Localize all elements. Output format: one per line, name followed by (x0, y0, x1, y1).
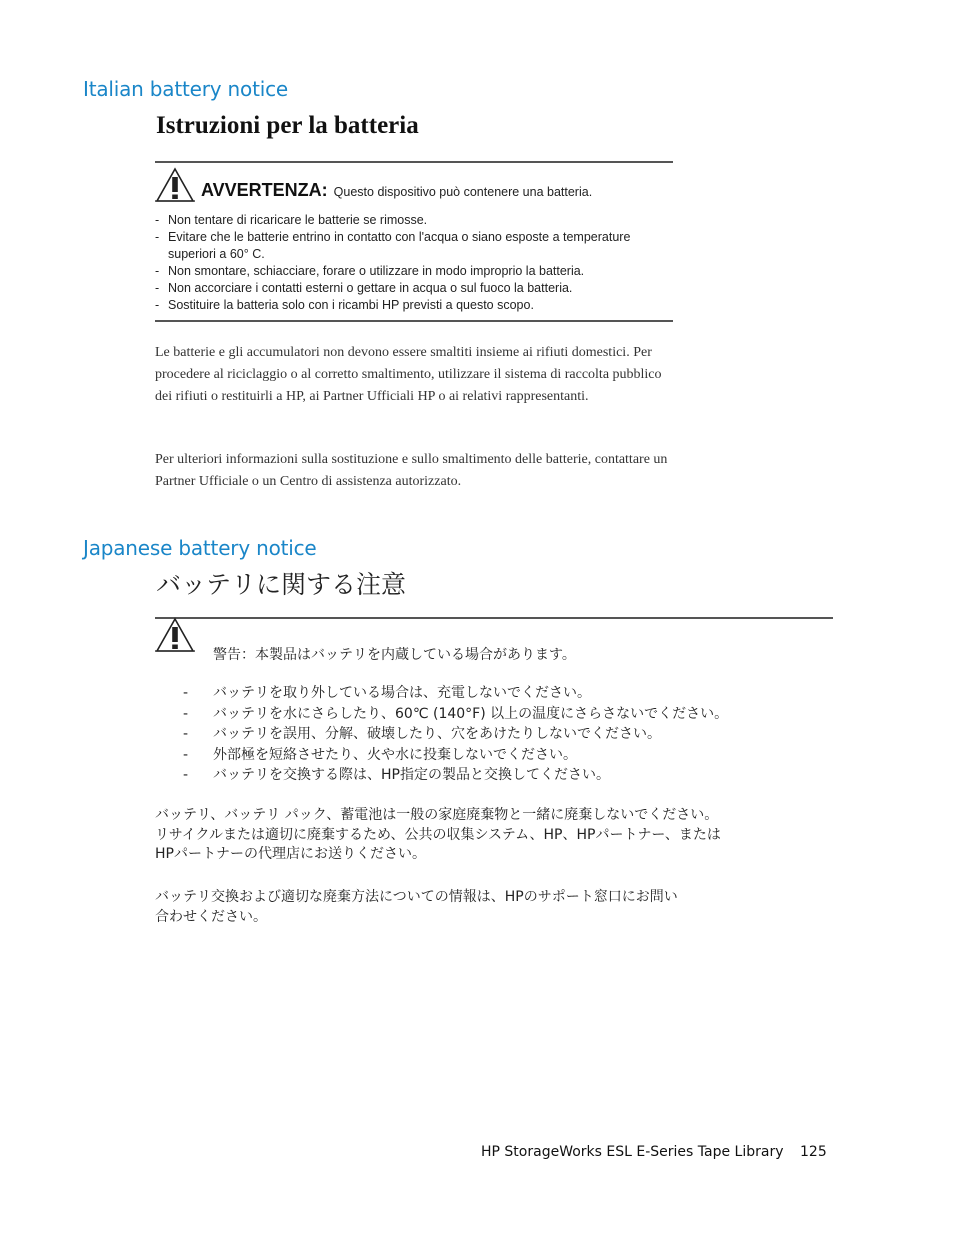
italian-bottom-rule (155, 320, 673, 322)
paragraph-line: 合わせください。 (155, 908, 267, 925)
list-item: - 外部極を短絡させたり、火や水に投棄しないでください。 (183, 746, 577, 763)
paragraph-line: HPパートナーの代理店にお送りください。 (155, 846, 426, 862)
japanese-warning-list (183, 683, 728, 786)
list-item: - Sostituire la batteria solo con i ricambi HP previsti a questo scopo. (155, 298, 534, 312)
italian-top-rule (155, 161, 673, 163)
list-item: - バッテリを交換する際は、HP指定の製品と交換してください。 (183, 767, 610, 784)
list-item: - Evitare che le batterie entrino in contatto con l'acqua o siano esposte a temperature superiori a 60° C. (155, 230, 631, 261)
japanese-notice-title: バッテリに関する注意 (156, 570, 407, 599)
warning-triangle-icon (155, 167, 195, 203)
japanese-top-rule (155, 617, 833, 619)
footer-document-title: HP StorageWorks ESL E-Series Tape Library (481, 1144, 784, 1160)
italian-warning-list (155, 212, 675, 314)
paragraph-line: バッテリ、バッテリ パック、蓄電池は一般の家庭廃棄物と一緒に廃棄しないでください。 (155, 807, 719, 823)
warning-triangle-icon (155, 617, 195, 653)
list-item: - バッテリを水にさらしたり、60℃ (140°F) 以上の温度にさらさないでください。 (183, 705, 729, 722)
paragraph-line: リサイクルまたは適切に廃棄するため、公共の収集システム、HP、HPパートナー、または (155, 826, 721, 843)
italian-disposal-paragraph: Le batterie e gli accumulatori non devono essere smaltiti insieme ai rifiuti domestici. Per procedere al riciclaggio o al corretto smaltimento, utilizzare il sistema di raccolta pubblico dei rifiuti o restituirli a HP, ai Partner Ufficiali HP o ai relativi rappresentanti. (155, 345, 662, 404)
japanese-section-heading: Japanese battery notice (83, 536, 317, 560)
warning-text: Questo dispositivo può contenere una batteria. (333, 185, 593, 199)
list-item: - Non tentare di ricaricare le batterie se rimosse. (155, 213, 428, 227)
list-item: - Non smontare, schiacciare, forare o utilizzare in modo improprio la batteria. (155, 264, 585, 278)
italian-notice-title: Istruzioni per la batteria (156, 112, 419, 139)
paragraph-line: バッテリ交換および適切な廃棄方法についての情報は、HPのサポート窓口にお問い (155, 889, 678, 905)
list-item: - バッテリを誤用、分解、破壊したり、穴をあけたりしないでください。 (183, 726, 661, 743)
list-item: - バッテリを取り外している場合は、充電しないでください。 (183, 685, 591, 701)
list-item: - Non accorciare i contatti esterni o gettare in acqua o sul fuoco la batteria. (155, 281, 573, 295)
page-number: 125 (800, 1144, 827, 1160)
warning-label: AVVERTENZA: (201, 180, 328, 200)
japanese-disposal-paragraph (155, 806, 721, 865)
japanese-info-paragraph (155, 888, 678, 927)
italian-info-paragraph: Per ulteriori informazioni sulla sostituzione e sullo smaltimento delle batterie, contattare un Partner Ufficiale o un Centro di assistenza autorizzato. (155, 452, 668, 489)
italian-warning (201, 180, 592, 201)
japanese-warning: 警告：本製品はバッテリを内蔵している場合があります。 (213, 647, 576, 663)
italian-section-heading: Italian battery notice (83, 77, 288, 101)
